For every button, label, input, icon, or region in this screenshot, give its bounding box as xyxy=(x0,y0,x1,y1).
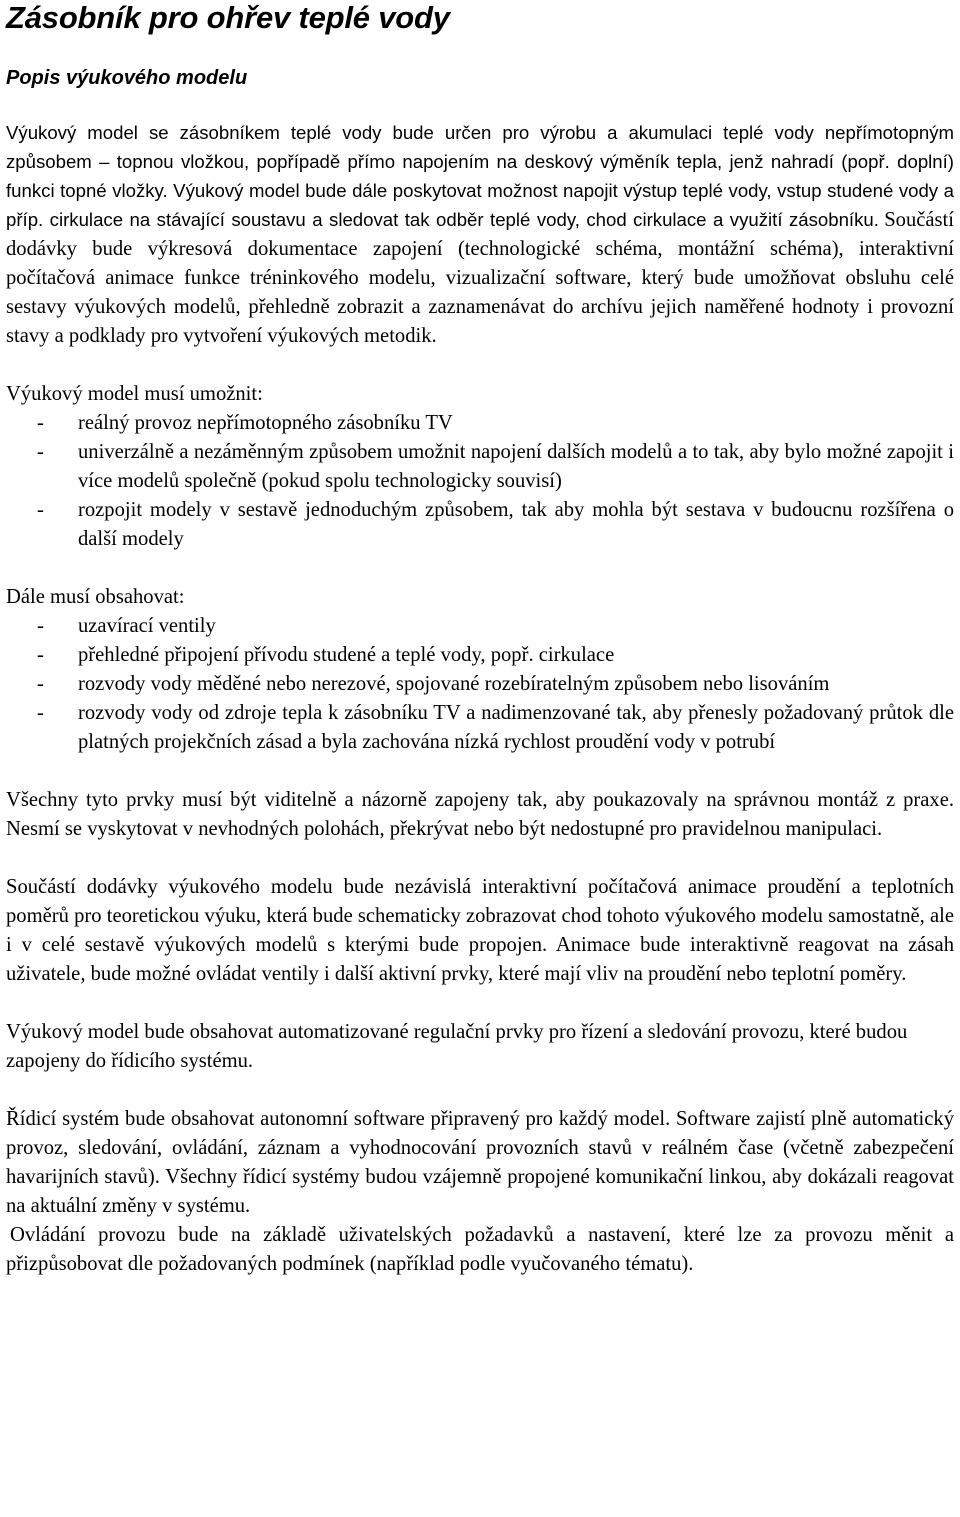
list-item xyxy=(6,699,954,757)
list-item-text: přehledné připojení přívodu studené a teplé vody, popř. cirkulace xyxy=(78,644,615,666)
must-enable-section xyxy=(6,380,954,554)
intro-serif-text: Součástí dodávky bude výkresová dokumentace zapojení (technologické schéma, montážní schéma), interaktivní počítačová animace funkce tréninkového modelu, vizualizační software, který bude umožňovat obsluhu celé sestavy výukových modelů, přehledně zobrazit a zaznamenávat do archívu jejich naměřené hodnoty i provozní stavy a podklady pro vytvoření výukových metodik. xyxy=(6,209,955,347)
must-contain-list xyxy=(6,612,954,757)
intro-sans-text: Výukový model se zásobníkem teplé vody bude určen pro výrobu a akumulaci teplé vody nepřímotopným způsobem – topnou vložkou, popřípadě přímo napojením na deskový výměník tepla, jenž nahradí (popř. doplní) funkci topné vložky. Výukový model bude dále poskytovat možnost napojit výstup teplé vody, vstup studené vody a příp. cirkulace na stávající soustavu a sledovat tak odběr teplé vody, chod cirkulace a využití zásobníku. xyxy=(6,122,954,230)
list-item xyxy=(6,438,954,496)
list-dash: - xyxy=(37,673,44,695)
section-subtitle: Popis výukového modelu xyxy=(6,67,248,89)
control-system-paragraph: Řídicí systém bude obsahovat autonomní software připravený pro každý model. Software zajistí plně automatický provoz, sledování, ovládání, záznam a vyhodnocování provozních stavů v reálném čase (včetně zabezpečení havarijních stavů). Všechny řídicí systémy budou vzájemně propojené komunikační linkou, aby dokázali reagovat na aktuální změny v systému. xyxy=(6,1108,954,1217)
must-enable-heading: Výukový model musí umožnit: xyxy=(6,383,263,405)
list-dash: - xyxy=(37,615,44,637)
intro-paragraph xyxy=(6,118,954,351)
must-contain-heading: Dále musí obsahovat: xyxy=(6,586,185,608)
list-item xyxy=(6,409,954,438)
list-item-text: rozpojit modely v sestavě jednoduchým způsobem, tak aby mohla být sestava v budoucnu rozšířena o další modely xyxy=(78,499,954,550)
list-dash: - xyxy=(37,499,44,521)
regulation-paragraph: Výukový model bude obsahovat automatizované regulační prvky pro řízení a sledování provozu, které budou zapojeny do řídicího systému. xyxy=(6,1021,908,1072)
list-dash: - xyxy=(37,412,44,434)
operation-paragraph: Ovládání provozu bude na základě uživatelských požadavků a nastavení, které lze za provozu měnit a přizpůsobovat dle požadovaných podmínek (například podle vyučovaného tématu). xyxy=(6,1224,954,1275)
list-dash: - xyxy=(37,702,44,724)
list-dash: - xyxy=(37,441,44,463)
list-item xyxy=(6,670,954,699)
list-item-text: reálný provoz nepřímotopného zásobníku TV xyxy=(78,412,453,434)
list-item-text: rozvody vody měděné nebo nerezové, spojované rozebíratelným způsobem nebo lisováním xyxy=(78,673,830,695)
list-item xyxy=(6,496,954,554)
list-item-text: rozvody vody od zdroje tepla k zásobníku TV a nadimenzované tak, aby přenesly požadovaný průtok dle platných projekčních zásad a byla zachována nízká rychlost proudění vody v potrubí xyxy=(78,702,954,753)
must-contain-section xyxy=(6,583,954,757)
must-enable-list xyxy=(6,409,954,554)
list-item xyxy=(6,641,954,670)
document-title: Zásobník pro ohřev teplé vody xyxy=(6,0,450,35)
list-item-text: uzavírací ventily xyxy=(78,615,216,637)
list-item xyxy=(6,612,954,641)
list-item-text: univerzálně a nezáměnným způsobem umožnit napojení dalších modelů a to tak, aby bylo možné zapojit i více modelů společně (pokud spolu technologicky souvisí) xyxy=(78,441,954,492)
list-dash: - xyxy=(37,644,44,666)
animation-paragraph: Součástí dodávky výukového modelu bude nezávislá interaktivní počítačová animace proudění a teplotních poměrů pro teoretickou výuku, která bude schematicky zobrazovat chod tohoto výukového modelu samostatně, ale i v celé sestavě výukových modelů s kterými bude propojen. Animace bude interaktivně reagovat na zásah uživatele, bude možné ovládat ventily i další aktivní prvky, které mají vliv na proudění nebo teplotní poměry. xyxy=(6,876,954,985)
visibility-paragraph: Všechny tyto prvky musí být viditelně a názorně zapojeny tak, aby poukazovaly na správnou montáž z praxe. Nesmí se vyskytovat v nevhodných polohách, překrývat nebo být nedostupné pro pravidelnou manipulaci. xyxy=(6,789,954,840)
